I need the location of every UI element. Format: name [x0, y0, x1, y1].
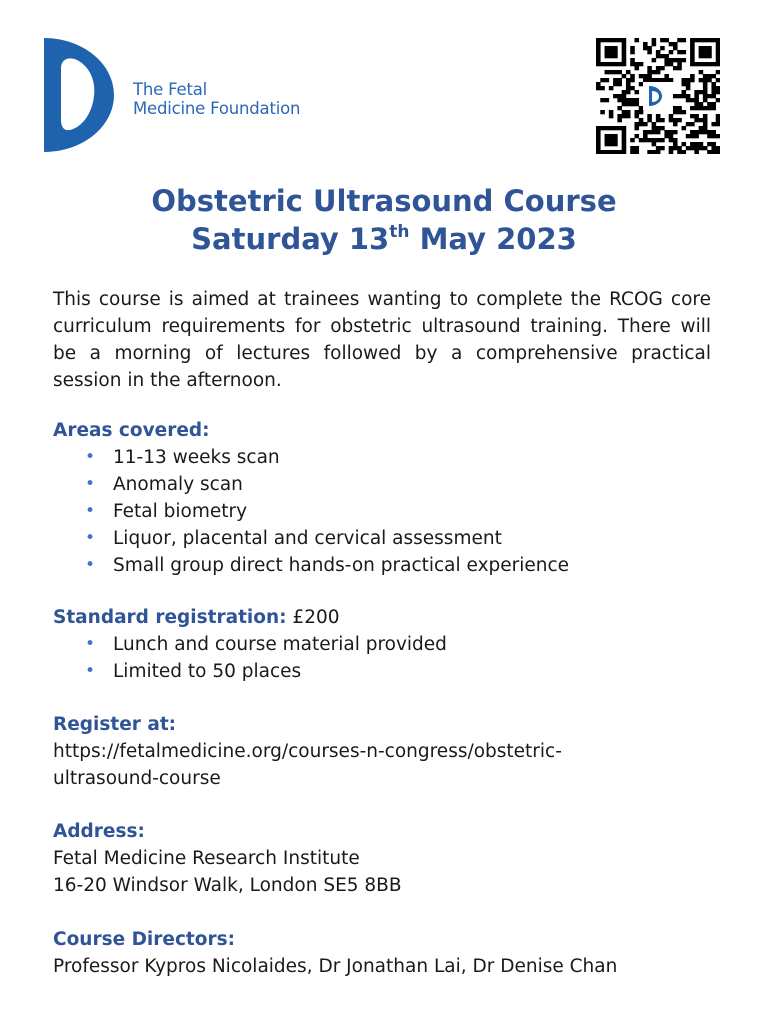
list-item-text: Fetal biometry: [113, 501, 248, 522]
course-directors-names: Professor Kypros Nicolaides, Dr Jonathan Lai, Dr Denise Chan: [53, 956, 618, 977]
register-at-section: [53, 711, 562, 792]
registration-line: [53, 604, 447, 631]
list-item: [53, 525, 569, 552]
list-item: [53, 444, 569, 471]
address-section: [53, 818, 402, 899]
course-directors-heading: Course Directors:: [53, 929, 236, 950]
bullet-icon: •: [85, 447, 96, 467]
list-item: [53, 471, 569, 498]
list-item-text: Limited to 50 places: [113, 661, 302, 682]
organization-name-line2: Medicine Foundation: [133, 99, 301, 118]
address-heading: Address:: [53, 821, 145, 842]
list-item-text: 11-13 weeks scan: [113, 447, 280, 468]
areas-covered-section: [53, 417, 569, 579]
bullet-icon: •: [85, 555, 96, 575]
bullet-icon: •: [85, 528, 96, 548]
bullet-icon: •: [85, 501, 96, 521]
list-item-text: Lunch and course material provided: [113, 634, 447, 655]
organization-name-line1: The Fetal: [133, 80, 208, 99]
organization-logo: [44, 38, 344, 152]
course-date: [0, 220, 768, 258]
registration-heading: Standard registration:: [53, 607, 287, 628]
bullet-icon: •: [85, 661, 96, 681]
bullet-icon: •: [85, 634, 96, 654]
registration-link-line2[interactable]: ultrasound-course: [53, 768, 221, 789]
course-title: Obstetric Ultrasound Course: [151, 184, 617, 218]
register-at-heading: Register at:: [53, 714, 177, 735]
qr-code-icon[interactable]: [596, 38, 720, 154]
address-line2: 16-20 Windsor Walk, London SE5 8BB: [53, 875, 402, 896]
registration-list: [53, 631, 447, 685]
registration-link[interactable]: [53, 738, 562, 792]
bullet-icon: •: [85, 474, 96, 494]
areas-covered-list: [53, 444, 569, 579]
fmf-logo-icon: [44, 38, 114, 152]
list-item: [53, 631, 447, 658]
course-directors-section: [53, 926, 617, 980]
course-date-month-year: May 2023: [409, 222, 577, 256]
intro-paragraph: This course is aimed at trainees wanting to complete the RCOG core curriculum requirements for obstetric ultrasound training. There will be a morning of lectures followed by a comprehensive practical session in the afternoon.: [53, 289, 711, 391]
areas-covered-heading: Areas covered:: [53, 420, 210, 441]
registration-price: £200: [286, 607, 340, 628]
list-item-text: Liquor, placental and cervical assessment: [113, 528, 502, 549]
list-item-text: Small group direct hands-on practical experience: [113, 555, 570, 576]
registration-link-line1[interactable]: https://fetalmedicine.org/courses-n-congress/obstetric-: [53, 741, 562, 762]
list-item: [53, 498, 569, 525]
list-item: [53, 552, 569, 579]
registration-section: [53, 604, 447, 685]
course-date-suffix: th: [389, 222, 410, 242]
list-item-text: Anomaly scan: [113, 474, 243, 495]
course-date-day: Saturday 13: [191, 222, 390, 256]
organization-name: [133, 80, 300, 118]
list-item: [53, 658, 447, 685]
address-line1: Fetal Medicine Research Institute: [53, 848, 360, 869]
page-title: [0, 182, 768, 258]
